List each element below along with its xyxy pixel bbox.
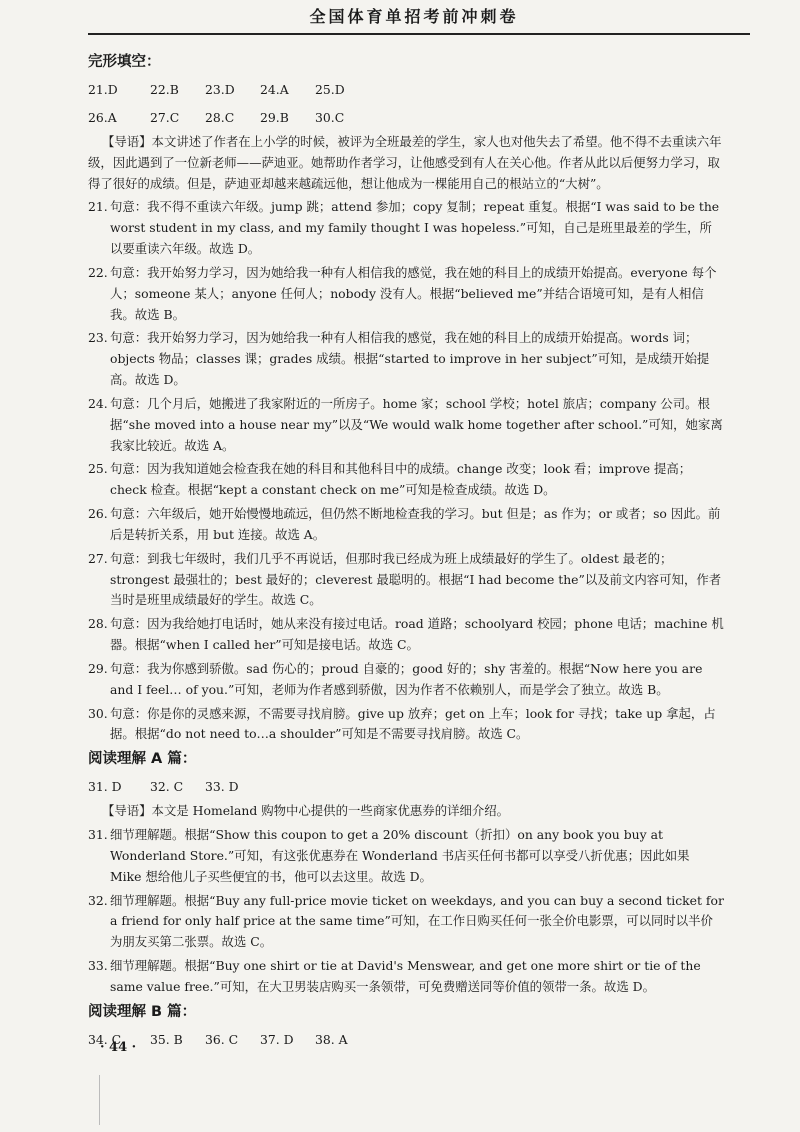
cloze-answers-row1 <box>88 76 724 104</box>
answer: 33. D <box>205 779 239 795</box>
answer: 30.C <box>315 110 345 125</box>
explanation-item <box>88 197 724 259</box>
explanation-item <box>88 891 724 953</box>
explanation-item <box>88 263 724 325</box>
item-number: 23. <box>88 330 108 346</box>
answer: 37. D <box>260 1031 294 1047</box>
reading-a-answers <box>88 773 724 801</box>
item-text: 细节理解题。根据“Show this coupon to get a 20% discount（折扣）on any book you buy at Wonderland Store.”可知，有这张优惠券在 Wonderland 书店买任何书都可以享受八折优惠；因此如果 Mike 想给他儿子买些便宜的书，他可以去这里。故选 D。 <box>110 827 690 884</box>
answer: 36. C <box>205 1031 239 1047</box>
item-text: 细节理解题。根据“Buy one shirt or tie at David's Menswear, and get one more shirt or tie of the same value free.”可知，在大卫男装店购买一条领带，可免费赠送同等价值的领带一条。故选 D。 <box>110 957 701 994</box>
item-number: 28. <box>88 616 108 632</box>
reading-a-title: 阅读理解 A 篇： <box>88 751 197 768</box>
item-number: 30. <box>88 705 108 721</box>
answer: 29.B <box>260 110 289 125</box>
item-text: 句意：你是你的灵感来源，不需要寻找肩膀。give up 放弃；get on 上车；look for 寻找；take up 拿起，占据。根据“do not need to…a shoulder”可知是不需要寻找肩膀。故选 C。 <box>110 705 716 742</box>
item-number: 29. <box>88 660 108 676</box>
cloze-guide: 【导语】本文讲述了作者在上小学的时候，被评为全班最差的学生，家人也对他失去了希望。他不得不去重读六年级，因此遇到了一位新老师——萨迪亚。她帮助作者学习，让他感受到有人在关心他。作者从此以后便努力学习，取得了很好的成绩。但是，萨迪亚却越来越疏远他，想让他成为一棵能用自己的根站立的“大树”。 <box>88 134 722 191</box>
explanation-item <box>88 704 724 746</box>
explanation-item <box>88 659 724 701</box>
item-number: 27. <box>88 550 108 566</box>
item-text: 句意：我不得不重读六年级。jump 跳；attend 参加；copy 复制；repeat 重复。根据“I was said to be the worst student in my class, and my family thought I was hopeless.”可知，自己是班里最差的学生，所以要重读六年级。故选 D。 <box>110 199 720 257</box>
answer: 26.A <box>88 110 117 125</box>
explanation-item <box>88 614 724 656</box>
answer: 27.C <box>150 110 180 125</box>
item-number: 33. <box>88 957 108 973</box>
answer: 34. C <box>88 1031 122 1047</box>
header-rule <box>88 33 750 35</box>
item-number: 25. <box>88 461 108 477</box>
answer: 22.B <box>150 82 179 97</box>
explanation-item <box>88 504 724 546</box>
page-content <box>88 48 724 1054</box>
answer: 32. C <box>150 779 184 795</box>
explanation-item <box>88 328 724 390</box>
page-number: · 44 · <box>100 1040 137 1055</box>
item-text: 句意：因为我知道她会检查我在她的科目和其他科目中的成绩。change 改变；look 看；improve 提高；check 检查。根据“kept a constant check on me”可知是检查成绩。故选 D。 <box>110 461 692 498</box>
explanation-item <box>88 956 724 998</box>
item-number: 31. <box>88 827 108 843</box>
item-text: 句意：到我七年级时，我们几乎不再说话，但那时我已经成为班上成绩最好的学生了。oldest 最老的；strongest 最强壮的；best 最好的；cleverest 最聪明的。根据“I had become the”以及前文内容可知，作者当时是班里成绩最好的学生。故选 C。 <box>110 550 722 608</box>
item-text: 细节理解题。根据“Buy any full-price movie ticket on weekdays, and you can buy a second ticket for a friend for only half price at the same time”可知，在工作日购买任何一张全价电影票，可以同时以半价为朋友买第二张票。故选 C。 <box>110 892 724 950</box>
item-text: 句意：六年级后，她开始慢慢地疏远，但仍然不断地检查我的学习。but 但是；as 作为；or 或者；so 因此。前后是转折关系，用 but 连接。故选 A。 <box>110 506 721 542</box>
explanation-item <box>88 394 724 456</box>
item-text: 句意：我为你感到骄傲。sad 伤心的；proud 自豪的；good 好的；shy 害羞的。根据“Now here you are and I feel… of you.”可知，老师为作者感到骄傲，因为作者不依赖别人，而是学会了独立。故选 B。 <box>110 660 703 697</box>
item-number: 32. <box>88 892 108 908</box>
cloze-title: 完形填空： <box>88 54 161 70</box>
item-number: 21. <box>88 199 108 215</box>
explanation-item <box>88 549 724 611</box>
answer: 31. D <box>88 779 122 795</box>
reading-b-title: 阅读理解 B 篇： <box>88 1003 197 1020</box>
reading-a-guide: 【导语】本文是 Homeland 购物中心提供的一些商家优惠券的详细介绍。 <box>102 803 510 819</box>
explanation-item <box>88 459 724 501</box>
answer: 21.D <box>88 82 118 97</box>
item-text: 句意：几个月后，她搬进了我家附近的一所房子。home 家；school 学校；hotel 旅店；company 公司。根据“she moved into a house near my”以及“We would walk home together after school.”可知，她家离我家比较近。故选 A。 <box>110 395 723 453</box>
answer: 23.D <box>205 82 235 97</box>
item-number: 26. <box>88 506 108 522</box>
answer: 25.D <box>315 82 345 97</box>
item-text: 句意：我开始努力学习，因为她给我一种有人相信我的感觉，我在她的科目上的成绩开始提高。words 词；objects 物品；classes 课；grades 成绩。根据“started to improve in her subject”可知，是成绩开始提高。故选 D。 <box>110 330 710 388</box>
item-number: 24. <box>88 395 108 411</box>
cloze-answers-row2 <box>88 104 724 132</box>
answer: 35. B <box>150 1031 183 1047</box>
answer: 28.C <box>205 110 235 125</box>
reading-b-answers <box>88 1026 724 1054</box>
item-number: 22. <box>88 264 108 280</box>
item-text: 句意：因为我给她打电话时，她从来没有接过电话。road 道路；schoolyard 校园；phone 电话；machine 机器。根据“when I called her”可知是接电话。故选 C。 <box>110 616 724 653</box>
explanation-item <box>88 825 724 887</box>
item-text: 句意：我开始努力学习，因为她给我一种有人相信我的感觉，我在她的科目上的成绩开始提高。everyone 每个人；someone 某人；anyone 任何人；nobody 没有人。根据“believed me”并结合语境可知，是有人相信我。故选 B。 <box>110 264 717 322</box>
running-header: 全国体育单招考前冲刺卷 <box>309 7 519 26</box>
answer: 24.A <box>260 82 289 97</box>
answer: 38. A <box>315 1031 348 1047</box>
margin-line <box>99 1075 100 1125</box>
